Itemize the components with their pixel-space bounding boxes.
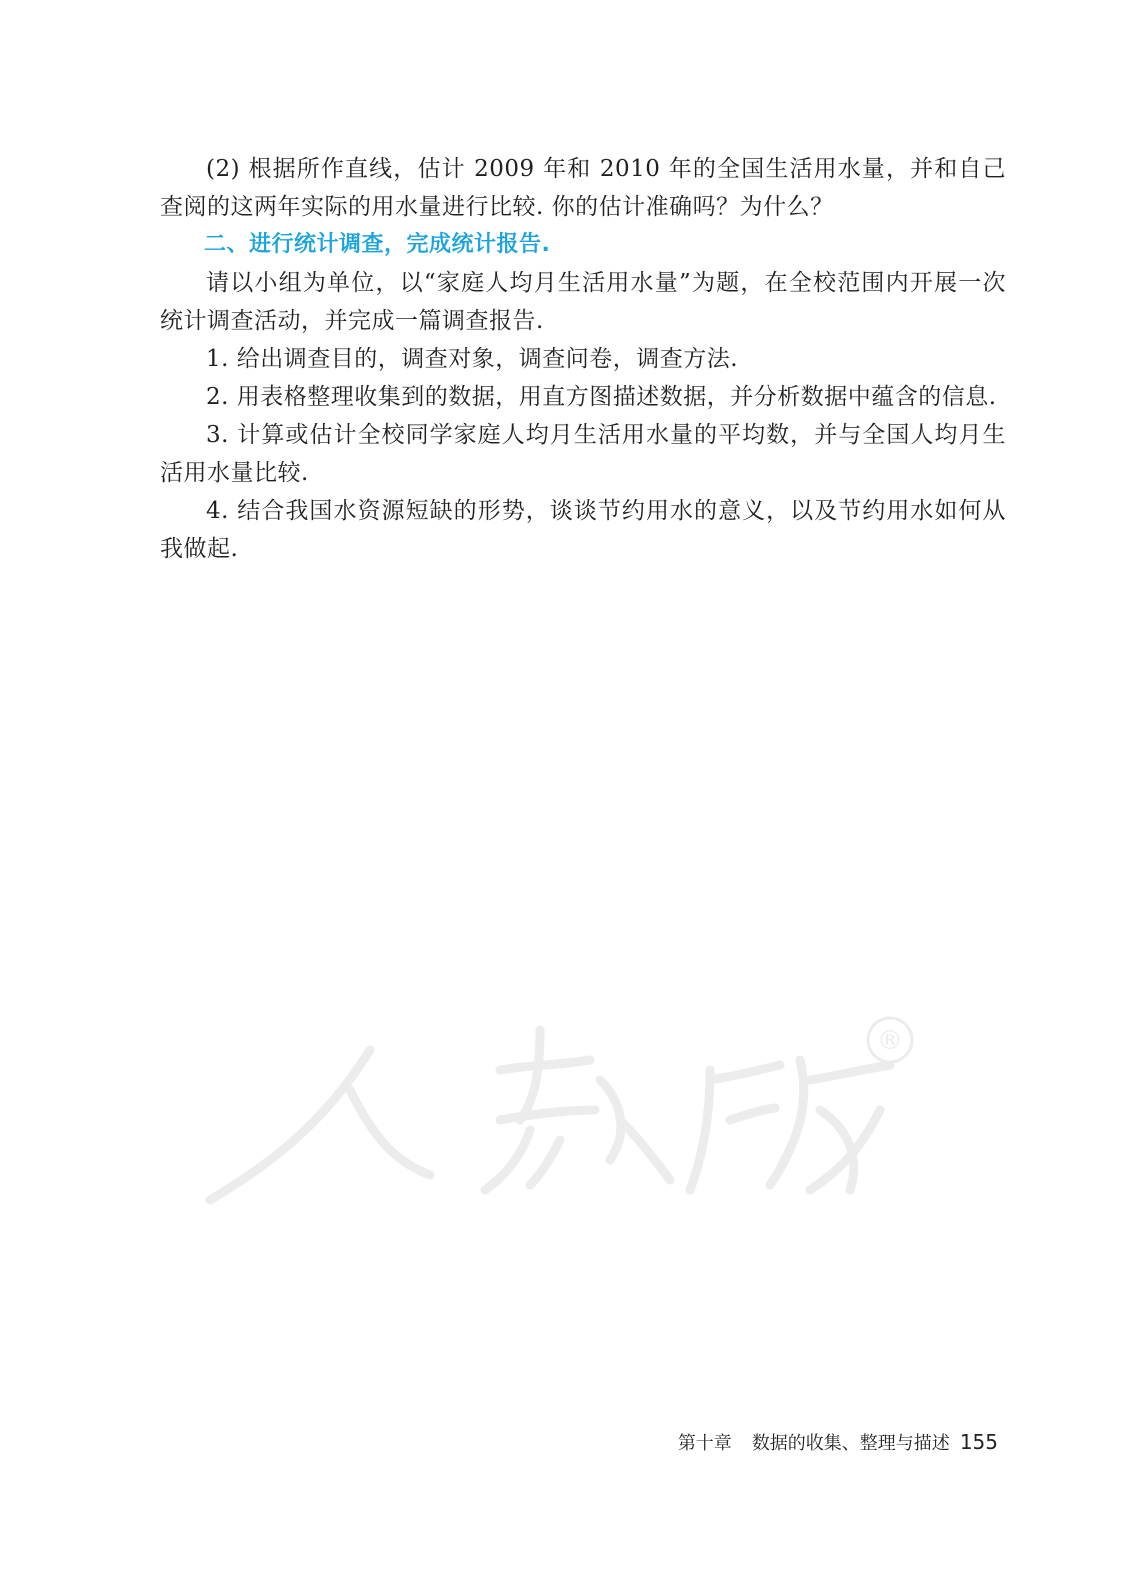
chapter-title: 数据的收集、整理与描述: [751, 1433, 950, 1454]
list-item: 4. 结合我国水资源短缺的形势，谈谈节约用水的意义，以及节约用水如何从我做起.: [160, 498, 1006, 562]
chapter-label: 第十章: [677, 1433, 732, 1454]
list-item: 2. 用表格整理收集到的数据，用直方图描述数据，并分析数据中蕴含的信息.: [206, 384, 997, 410]
section-heading: 二、进行统计调查，完成统计报告.: [204, 232, 551, 257]
page-body: [160, 150, 1006, 568]
page-number: 155: [959, 1430, 998, 1454]
publisher-watermark-logo: [200, 1010, 920, 1210]
question-paragraph: (2) 根据所作直线，估计 2009 年和 2010 年的全国生活用水量，并和自己查阅的这两年实际的用水量进行比较. 你的估计准确吗？为什么？: [160, 156, 1006, 220]
registered-mark: ®: [877, 1026, 903, 1056]
intro-paragraph: 请以小组为单位，以“家庭人均月生活用水量”为题，在全校范围内开展一次统计调查活动，并完成一篇调查报告.: [160, 270, 1006, 334]
list-item: 3. 计算或估计全校同学家庭人均月生活用水量的平均数，并与全国人均月生活用水量比较.: [160, 422, 1006, 486]
list-item: 1. 给出调查目的，调查对象，调查问卷，调查方法.: [206, 346, 739, 372]
page-footer: [678, 1429, 998, 1455]
